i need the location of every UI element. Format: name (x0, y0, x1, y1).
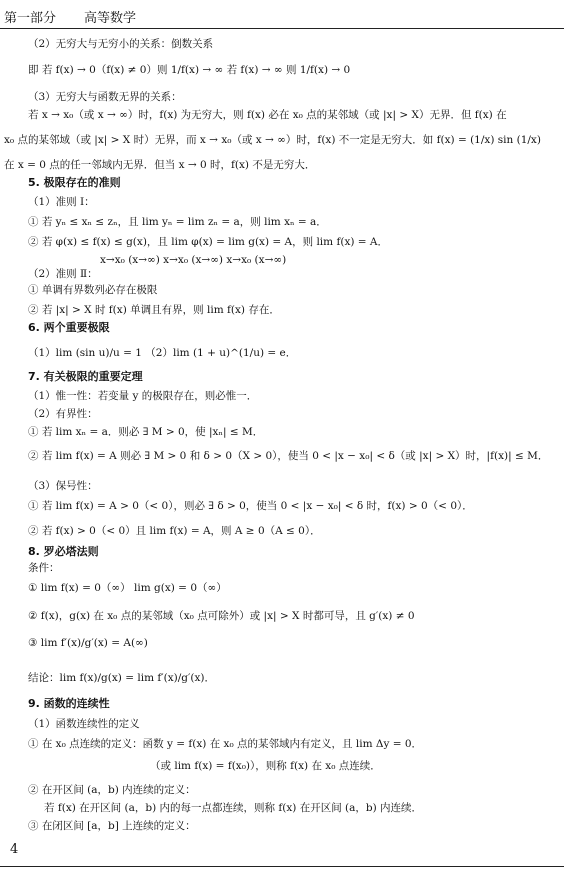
text-line: （或 lim f(x) = f(x₀)），则称 f(x) 在 x₀ 点连续． (150, 760, 381, 772)
section-heading: 7. 有关极限的重要定理 (28, 370, 143, 383)
text-line: ③ 在闭区间 [a，b] 上连续的定义： (28, 820, 196, 832)
footer-rule (0, 866, 564, 867)
section-heading: 9. 函数的连续性 (28, 697, 110, 710)
text-line: ① 单调有界数列必存在极限 (28, 284, 158, 296)
text-line: ② f(x)，g(x) 在 x₀ 点的某邻域（x₀ 点可除外）或 |x| > X 时都可导，且 g′(x) ≠ 0 (28, 610, 415, 622)
text-line: 结论：lim f(x)/g(x) = lim f′(x)/g′(x)． (28, 672, 216, 684)
text-line: 即 若 f(x) → 0（f(x) ≠ 0）则 1/f(x) → ∞ 若 f(x) → ∞ 则 1/f(x) → 0 (28, 64, 351, 76)
text-line: ① 若 yₙ ≤ xₙ ≤ zₙ，且 lim yₙ = lim zₙ = a，则 lim xₙ = a． (28, 216, 327, 228)
text-line: ① 在 x₀ 点连续的定义：函数 y = f(x) 在 x₀ 点的某邻域内有定义，且 lim Δy = 0． (28, 738, 423, 750)
text-line: ② 若 φ(x) ≤ f(x) ≤ g(x)，且 lim φ(x) = lim g(x) = A，则 lim f(x) = A． (28, 236, 389, 248)
text-line: 条件： (28, 562, 60, 574)
page-header (0, 0, 564, 29)
text-line: ② 若 f(x) > 0（< 0）且 lim f(x) = A，则 A ≥ 0（A ≤ 0）． (28, 525, 321, 537)
text-line: ① lim f(x) = 0（∞） lim g(x) = 0（∞） (28, 582, 227, 594)
text-line: 若 x → x₀（或 x → ∞）时，f(x) 为无穷大，则 f(x) 必在 x₀ 点的某邻域（或 |x| > X）无界．但 f(x) 在 (28, 109, 507, 121)
section-heading: 8. 罗必塔法则 (28, 545, 99, 558)
text-line: ① 若 lim xₙ = a．则必 ∃ M > 0，使 |xₙ| ≤ M． (28, 426, 264, 438)
text-line: （2）有界性： (28, 408, 98, 420)
text-line: （2）准则 Ⅱ： (28, 268, 98, 280)
text-line: （1）准则 Ⅰ： (28, 196, 95, 208)
text-line: （2）无穷大与无穷小的关系：倒数关系 (28, 38, 214, 50)
text-line: ③ lim f′(x)/g′(x) = A(∞) (28, 637, 148, 649)
text-line: ② 在开区间 (a，b) 内连续的定义： (28, 784, 196, 796)
text-line: 在 x = 0 点的任一邻域内无界．但当 x → 0 时，f(x) 不是无穷大． (4, 159, 316, 171)
text-line: （3）无穷大与函数无界的关系： (28, 91, 182, 103)
text-line: （1）惟一性：若变量 y 的极限存在，则必惟一． (28, 390, 258, 402)
text-line: ① 若 lim f(x) = A > 0（< 0），则必 ∃ δ > 0，使当 0 < |x − x₀| < δ 时，f(x) > 0（< 0）． (28, 500, 473, 512)
page-number: 4 (10, 842, 19, 857)
text-line: ② 若 lim f(x) = A 则必 ∃ M > 0 和 δ > 0（X > 0），使当 0 < |x − x₀| < δ（或 |x| > X）时，|f(x)| ≤ M． (28, 450, 549, 462)
text-line: （3）保号性： (28, 480, 98, 492)
text-line: （1）函数连续性的定义 (28, 718, 140, 730)
part-label: 第一部分 (4, 11, 57, 26)
section-heading: 5. 极限存在的准则 (28, 176, 121, 189)
text-line: x→x₀ (x→∞) x→x₀ (x→∞) x→x₀ (x→∞) (100, 254, 287, 266)
text-line: x₀ 点的某邻域（或 |x| > X 时）无界，而 x → x₀（或 x → ∞）时，f(x) 不一定是无穷大．如 f(x) = (1/x) sin (1/x) (4, 134, 541, 146)
text-line: （1）lim (sin u)/u = 1 （2）lim (1 + u)^(1/u) = e． (28, 347, 297, 359)
text-line: ② 若 |x| > X 时 f(x) 单调且有界，则 lim f(x) 存在． (28, 304, 280, 316)
subject-label: 高等数学 (84, 11, 137, 26)
section-heading: 6. 两个重要极限 (28, 321, 110, 334)
text-line: 若 f(x) 在开区间 (a，b) 内的每一点都连续，则称 f(x) 在开区间 (a，b) 内连续． (44, 802, 423, 814)
